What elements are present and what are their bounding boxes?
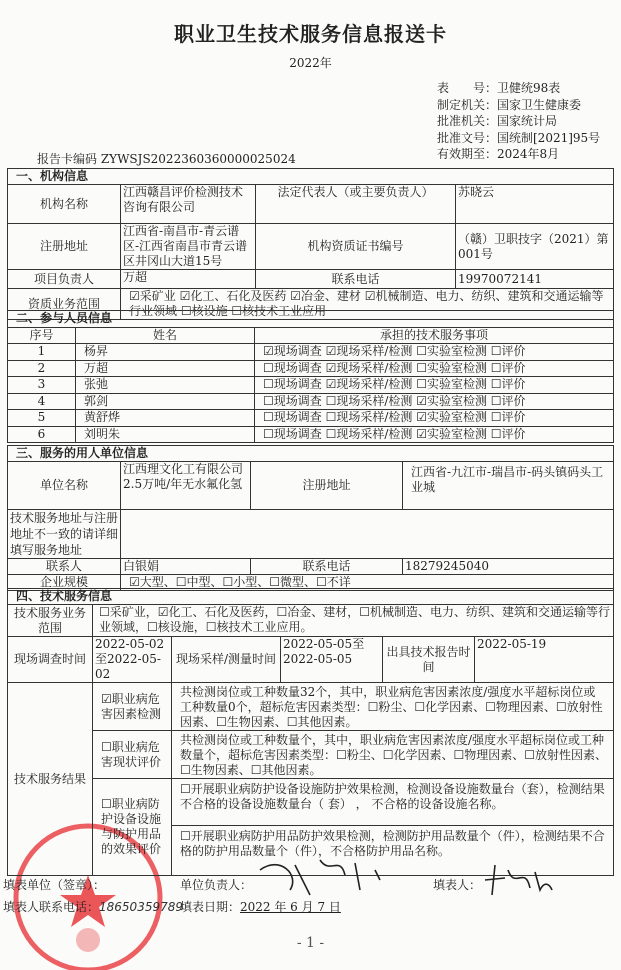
page-number: - 1 -: [296, 935, 325, 951]
staff-row: [8, 344, 614, 361]
form-no: 表 号：卫健统98表: [437, 81, 561, 95]
section-header: 四、技术服务信息: [8, 589, 614, 605]
fill-unit-label: 填表单位（签章）：: [3, 878, 106, 892]
label: 机构资质证书编号: [256, 224, 456, 270]
form-meta: [437, 80, 600, 163]
label: 单位名称: [8, 462, 121, 510]
staff-duty: ☑现场调查 ☑现场采样/检测 ☐实验室检测 ☐评价: [255, 344, 614, 361]
staff-duty: ☐现场调查 ☐现场采样/检测 ☑实验室检测 ☐评价: [255, 393, 614, 410]
section-header: 一、机构信息: [8, 169, 614, 185]
org-phone: 19970072141: [456, 270, 614, 289]
label: 现场调查时间: [8, 637, 93, 683]
section-header: 二、参与人员信息: [8, 311, 614, 328]
col-header: 姓名: [76, 328, 255, 344]
label: 法定代表人（或主要负责人）: [256, 185, 456, 224]
filler-phone-label: [3, 898, 183, 915]
fill-date-value: 2022 年 6 月 7 日: [240, 900, 341, 914]
qualification-scope: ☑采矿业 ☑化工、石化及医药 ☑冶金、建材 ☑机械制造、电力、纺织、建筑和交通运输等行业领域 ☐核设施 ☐核技术工业应用: [121, 289, 614, 320]
employer-name: 江西理文化工有限公司2.5万吨/年无水氟化氢: [121, 462, 251, 510]
org-name: 江西赣昌评价检测技术咨询有限公司: [121, 185, 256, 224]
staff-row: [8, 393, 614, 410]
survey-time: 2022-05-02至2022-05-02: [93, 637, 172, 683]
staff-row: [8, 410, 614, 427]
section-header: 三、服务的用人单位信息: [8, 446, 614, 462]
staff-name: 黄舒烨: [76, 410, 255, 427]
maker: 制定机关：国家卫生健康委: [437, 97, 582, 112]
label: 现场采样/测量时间: [172, 637, 281, 683]
staff-no: 5: [8, 410, 76, 427]
contact-person: 白银娟: [121, 559, 251, 575]
staff-no: 1: [8, 344, 76, 361]
staff-duty: ☐现场调查 ☑现场采样/检测 ☐实验室检测 ☐评价: [255, 360, 614, 377]
approver: 批准机关：国家统计局: [437, 114, 558, 128]
staff-no: 3: [8, 377, 76, 394]
label: 联系人: [8, 559, 121, 575]
label: 资质业务范围: [8, 289, 121, 320]
col-header: 承担的技术服务事项: [255, 328, 614, 344]
staff-no: 2: [8, 360, 76, 377]
result-label: ☑职业病危害因素检测: [93, 683, 172, 731]
staff-duty: ☐现场调查 ☑现场采样/检测 ☐实验室检测 ☐评价: [255, 377, 614, 394]
label: 填表人联系电话：: [3, 900, 100, 914]
filler-label: 填表人：: [433, 878, 482, 892]
label: 注册地址: [8, 224, 121, 270]
employer-table: [7, 445, 614, 591]
result-detection: 共检测岗位或工种数量32个，其中，职业病危害因素浓度/强度水平超标岗位或工种数量0个，超标危害因素类型：☐粉尘、☐化学因素、☐物理因素、☐放射性因素、☐生物因素、☐其他因素。: [172, 683, 614, 731]
valid-until: 有效期至：2024年8月: [437, 147, 560, 161]
filler-phone: 18650359789: [99, 900, 183, 914]
service-address: [121, 510, 614, 559]
service-table: [7, 588, 614, 876]
doc-no: 批准文号：国统制[2021]95号: [437, 130, 601, 145]
signature-head: [250, 845, 410, 905]
staff-duty: ☐现场调查 ☐现场采样/检测 ☑实验室检测 ☐评价: [255, 410, 614, 427]
staff-no: 4: [8, 393, 76, 410]
legal-rep: 苏晓云: [456, 185, 614, 224]
label: 技术服务结果: [8, 683, 93, 876]
label: 企业规模: [8, 575, 121, 591]
org-address: 江西省-南昌市-青云谱区-江西省南昌市青云谱区井冈山大道15号: [121, 224, 256, 270]
employer-address: 江西省-九江市-瑞昌市-码头镇码头工业城: [403, 462, 614, 510]
result-ppe: ☐开展职业病防护用品防护效果检测，检测防护用品数量个（件），检测结果不合格的防护用品数量个（件），不合格防护用品名称。: [172, 826, 614, 876]
service-scope: ☐采矿业，☑化工、石化及医药，☐冶金、建材，☐机械制造、电力、纺织、建筑和交通运输等行业领域，☐核设施，☐核技术工业应用。: [93, 605, 614, 637]
result-equipment: ☐开展职业病防护设备设施防护效果检测，检测设备设施数量台（套），检测结果不合格的设备设施数量台（ 套） ， 不合格的设备设施名称。: [172, 779, 614, 826]
staff-no: 6: [8, 426, 76, 443]
label: 技术服务业务范围: [8, 605, 93, 637]
sampling-time: 2022-05-05至2022-05-05: [281, 637, 383, 683]
card-number: 报告卡编码 ZYWSJS2022360360000025024: [37, 152, 296, 166]
staff-name: 刘明朱: [76, 426, 255, 443]
label: 联系电话: [251, 559, 403, 575]
staff-row: [8, 426, 614, 443]
label: 项目负责人: [8, 270, 121, 289]
unit-head-label: 单位负责人：: [180, 878, 253, 892]
label: 填表日期：: [180, 900, 241, 914]
label: 技术服务地址与注册地址不一致的请详细填写服务地址: [8, 510, 121, 559]
label: 出具技术报告时间: [383, 637, 475, 683]
label: 机构名称: [8, 185, 121, 224]
staff-row: [8, 377, 614, 394]
staff-row: [8, 360, 614, 377]
cert-number: （赣）卫职技字（2021）第001号: [456, 224, 614, 270]
project-lead: 万超: [121, 270, 256, 289]
col-header: 序号: [8, 328, 76, 344]
org-info-table: [7, 168, 614, 320]
staff-name: 张弛: [76, 377, 255, 394]
label: 联系电话: [256, 270, 456, 289]
signature-filler: [480, 860, 560, 900]
staff-duty: ☐现场调查 ☐现场采样/检测 ☑实验室检测 ☐评价: [255, 426, 614, 443]
staff-table: [7, 310, 614, 443]
report-time: 2022-05-19: [475, 637, 614, 683]
fill-date: [180, 898, 341, 915]
result-label: ☐职业病防护设备设施与防护用品的效果评价: [93, 779, 172, 876]
result-evaluation: 共检测岗位或工种数量个，其中，职业病危害因素浓度/强度水平超标岗位或工种数量个，超标危害因素类型：☐粉尘、☐化学因素、☐物理因素、☐放射性因素、☐生物因素、☐其他因素。: [172, 731, 614, 779]
year: 2022年: [289, 56, 332, 70]
result-label: ☐职业病危害现状评价: [93, 731, 172, 779]
contact-phone: 18279245040: [403, 559, 614, 575]
label: 注册地址: [251, 462, 403, 510]
page-title: 职业卫生技术服务信息报送卡: [174, 22, 447, 46]
enterprise-size: ☑大型、☐中型、☐小型、☐微型、☐不详: [121, 575, 614, 591]
staff-name: 万超: [76, 360, 255, 377]
staff-name: 杨昇: [76, 344, 255, 361]
staff-name: 郭剑: [76, 393, 255, 410]
